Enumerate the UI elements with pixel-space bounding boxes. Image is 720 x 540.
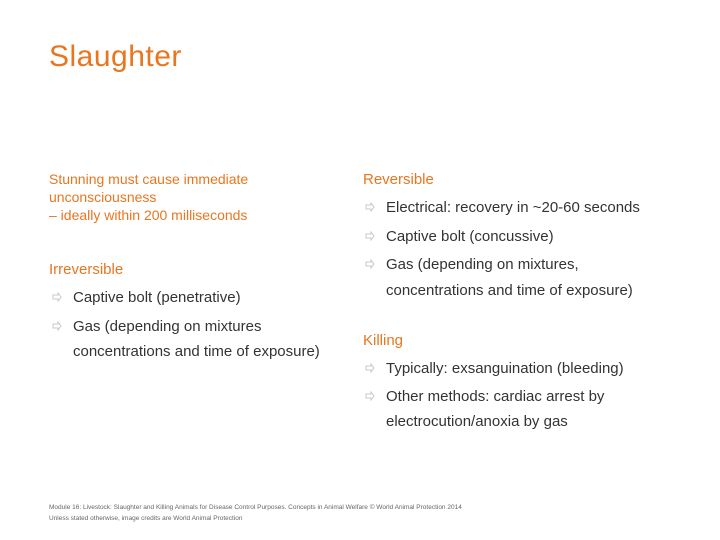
- stunning-line-1: Stunning must cause immediate: [49, 171, 249, 187]
- killing-heading: Killing: [363, 332, 404, 349]
- footer-image-credit-line: Unless stated otherwise, image credits are World Animal Protection: [49, 515, 243, 522]
- stunning-statement: [49, 170, 339, 224]
- irreversible-item-captive-bolt: Captive bolt (penetrative): [73, 289, 241, 306]
- reversible-item-captive-bolt: Captive bolt (concussive): [386, 228, 554, 245]
- reversible-item-gas: Gas (depending on mixtures,: [386, 256, 579, 273]
- arrow-bullet-icon: [365, 391, 375, 401]
- arrow-bullet-icon: [365, 202, 375, 212]
- irreversible-item-gas-continuation: concentrations and time of exposure): [73, 343, 320, 360]
- slide-title: Slaughter: [49, 40, 182, 73]
- irreversible-heading: Irreversible: [49, 261, 124, 278]
- irreversible-item-gas: Gas (depending on mixtures: [73, 318, 262, 335]
- arrow-bullet-icon: [52, 292, 62, 302]
- reversible-item-gas-continuation: concentrations and time of exposure): [386, 282, 633, 299]
- killing-item-other-continuation: electrocution/anoxia by gas: [386, 413, 568, 430]
- arrow-bullet-icon: [365, 231, 375, 241]
- arrow-bullet-icon: [365, 363, 375, 373]
- reversible-item-electrical: Electrical: recovery in ~20-60 seconds: [386, 199, 640, 216]
- killing-item-exsanguination: Typically: exsanguination (bleeding): [386, 360, 624, 377]
- stunning-line-2: unconsciousness: [49, 189, 157, 205]
- slide-footer: [49, 502, 462, 524]
- stunning-line-3: – ideally within 200 milliseconds: [49, 207, 248, 223]
- killing-item-other-methods: Other methods: cardiac arrest by: [386, 388, 605, 405]
- reversible-heading: Reversible: [363, 171, 434, 188]
- arrow-bullet-icon: [365, 259, 375, 269]
- arrow-bullet-icon: [52, 321, 62, 331]
- footer-credit-line: Module 16: Livestock: Slaughter and Killing Animals for Disease Control Purposes. Concepts in Animal Welfare © World Animal Protection 2014: [49, 504, 462, 511]
